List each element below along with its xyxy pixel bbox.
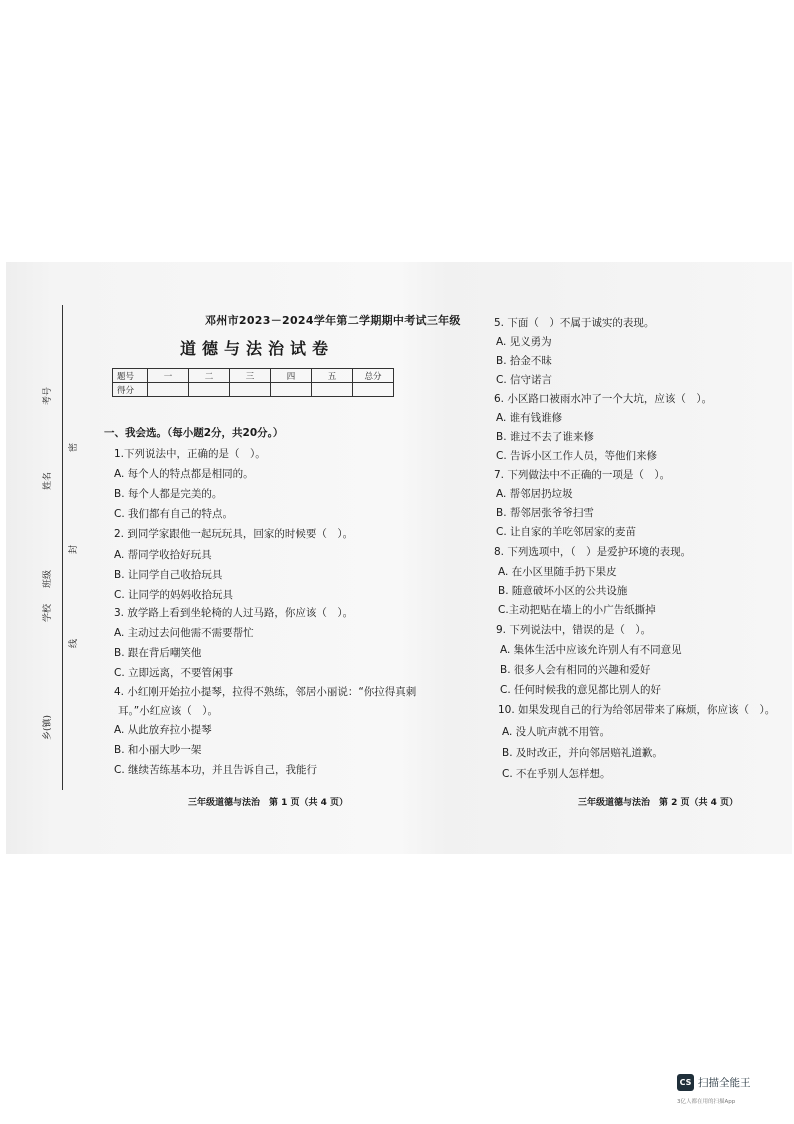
score-cell: 一 bbox=[148, 369, 189, 383]
option-line: B. 拾金不昧 bbox=[496, 355, 552, 367]
brand-tagline: 3亿人都在用的扫描App bbox=[677, 1099, 736, 1105]
option-line: C. 继续苦练基本功，并且告诉自己，我能行 bbox=[114, 764, 318, 776]
question-line: 3. 放学路上看到坐轮椅的人过马路，你应该（ ）。 bbox=[114, 607, 354, 619]
option-line: C. 信守诺言 bbox=[496, 374, 553, 386]
option-line: C. 不在乎别人怎样想。 bbox=[502, 768, 611, 780]
camscanner-logo-icon: CS bbox=[677, 1074, 694, 1091]
question-line: 6. 小区路口被雨水冲了一个大坑，应该（ ）。 bbox=[494, 393, 713, 405]
binding-line bbox=[62, 305, 63, 790]
scanner-watermark bbox=[677, 1074, 751, 1091]
class-label: 班级 bbox=[43, 569, 53, 588]
score-cell bbox=[230, 383, 271, 397]
option-line: C. 任何时候我的意见都比别人的好 bbox=[500, 684, 662, 696]
score-cell: 总分 bbox=[353, 369, 394, 383]
question-line: 4. 小红刚开始拉小提琴，拉得不熟练，邻居小丽说：“你拉得真刺 bbox=[114, 686, 417, 698]
score-cell: 得分 bbox=[113, 383, 148, 397]
question-line: 10. 如果发现自己的行为给邻居带来了麻烦，你应该（ ）。 bbox=[498, 704, 776, 716]
score-cell bbox=[148, 383, 189, 397]
option-line: B. 及时改正，并向邻居赔礼道歉。 bbox=[502, 747, 663, 759]
option-line: B. 谁过不去了谁来修 bbox=[496, 431, 594, 443]
option-line: A. 谁有钱谁修 bbox=[496, 412, 563, 424]
score-cell: 五 bbox=[312, 369, 353, 383]
question-line: 耳。”小红应该（ ）。 bbox=[118, 705, 218, 717]
option-line: A. 主动过去问他需不需要帮忙 bbox=[114, 627, 254, 639]
option-line: C. 让同学的妈妈收拾玩具 bbox=[114, 589, 234, 601]
option-line: B. 跟在背后嘲笑他 bbox=[114, 647, 202, 659]
exam-number-label: 考号 bbox=[43, 386, 53, 405]
option-line: B. 让同学自己收拾玩具 bbox=[114, 569, 223, 581]
seal-char-xian: 线 bbox=[69, 638, 79, 648]
option-line: B. 帮邻居张爷爷扫雪 bbox=[496, 507, 594, 519]
option-line: B. 很多人会有相同的兴趣和爱好 bbox=[500, 664, 651, 676]
question-line: 1.下列说法中，正确的是（ ）。 bbox=[114, 448, 266, 460]
question-line: 2. 到同学家跟他一起玩玩具，回家的时候要（ ）。 bbox=[114, 528, 354, 540]
option-line: B. 随意破坏小区的公共设施 bbox=[498, 585, 628, 597]
exam-region-title: 邓州市2023－2024学年第二学期期中考试三年级 bbox=[205, 314, 461, 327]
score-cell: 二 bbox=[189, 369, 230, 383]
question-line: 7. 下列做法中不正确的一项是（ ）。 bbox=[494, 469, 671, 481]
score-cell: 四 bbox=[271, 369, 312, 383]
option-line: A. 集体生活中应该允许别人有不同意见 bbox=[500, 644, 682, 656]
option-line: C. 让自家的羊吃邻居家的麦苗 bbox=[496, 526, 637, 538]
option-line: C. 告诉小区工作人员，等他们来修 bbox=[496, 450, 658, 462]
seal-char-mi: 密 bbox=[69, 442, 79, 452]
page-footer: 三年级道德与法治 第 1 页（共 4 页） bbox=[188, 798, 349, 808]
score-cell bbox=[353, 383, 394, 397]
school-label: 学校 bbox=[43, 603, 53, 622]
score-table-score-row bbox=[113, 383, 394, 397]
option-line: B. 每个人都是完美的。 bbox=[114, 488, 223, 500]
option-line: A. 见义勇为 bbox=[496, 336, 552, 348]
option-line: A. 在小区里随手扔下果皮 bbox=[498, 566, 617, 578]
option-line: A. 帮邻居扔垃圾 bbox=[496, 488, 573, 500]
option-line: C. 立即远离，不要管闲事 bbox=[114, 667, 234, 679]
score-cell bbox=[189, 383, 230, 397]
option-line: B. 和小丽大吵一架 bbox=[114, 744, 202, 756]
paper-title: 道德与法治试卷 bbox=[180, 339, 335, 358]
question-line: 5. 下面（ ）不属于诚实的表现。 bbox=[494, 317, 655, 329]
option-line: A. 每个人的特点都是相同的。 bbox=[114, 468, 254, 480]
brand-name: 扫描全能王 bbox=[698, 1077, 751, 1089]
section-heading: 一、我会选。（每小题2分，共20分。） bbox=[104, 427, 284, 439]
option-line: C.主动把贴在墙上的小广告纸撕掉 bbox=[498, 604, 656, 616]
question-line: 9. 下列说法中，错误的是（ ）。 bbox=[496, 624, 652, 636]
score-table bbox=[112, 368, 394, 397]
score-table-header-row bbox=[113, 369, 394, 383]
option-line: A. 从此放弃拉小提琴 bbox=[114, 724, 212, 736]
question-line: 8. 下列选项中，（ ）是爱护环境的表现。 bbox=[494, 546, 692, 558]
name-label: 姓名 bbox=[43, 471, 53, 490]
option-line: A. 没人吭声就不用管。 bbox=[502, 726, 611, 738]
score-cell: 题号 bbox=[113, 369, 148, 383]
option-line: A. 帮同学收拾好玩具 bbox=[114, 549, 212, 561]
score-cell bbox=[312, 383, 353, 397]
score-cell bbox=[271, 383, 312, 397]
seal-char-feng: 封 bbox=[69, 544, 79, 554]
page-footer: 三年级道德与法治 第 2 页（共 4 页） bbox=[578, 798, 739, 808]
option-line: C. 我们都有自己的特点。 bbox=[114, 508, 234, 520]
score-cell: 三 bbox=[230, 369, 271, 383]
township-label: 乡(镇) bbox=[43, 714, 53, 740]
